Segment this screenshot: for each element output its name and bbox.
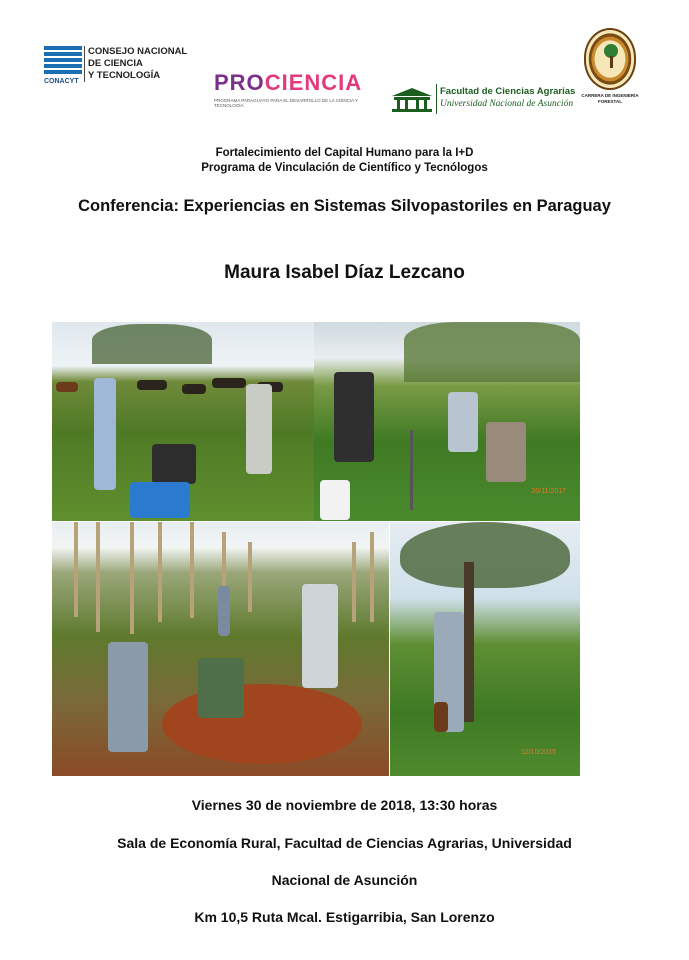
photo-cattle-field xyxy=(52,322,314,521)
event-date-time: Viernes 30 de noviembre de 2018, 13:30 horas xyxy=(191,797,498,813)
event-venue: Sala de Economía Rural, Facultad de Ciencias Agrarias, Universidad xyxy=(117,835,572,851)
facultad-logo xyxy=(390,84,576,118)
universidad-name: Universidad Nacional de Asunción xyxy=(440,99,574,109)
event-address: Km 10,5 Ruta Mcal. Estigarribia, San Lorenzo xyxy=(194,909,495,925)
photo-tree-measurement xyxy=(390,522,580,776)
speaker-name: Maura Isabel Díaz Lezcano xyxy=(224,262,465,283)
photo-date-stamp: 20/11/2017 xyxy=(531,488,566,495)
photo-forest-plantation xyxy=(52,522,389,776)
program-header: Fortalecimiento del Capital Humano para la I+D Programa de Vinculación de Científico y Tecnólogos xyxy=(201,147,488,174)
conacyt-name: CONSEJO NACIONAL DE CIENCIA Y TECNOLOGÍA xyxy=(84,46,187,82)
photo-date-stamp: 12/10/2015 xyxy=(520,749,556,756)
photo-pasture-sampling xyxy=(314,322,580,521)
building-icon xyxy=(390,86,434,112)
carrera-forestal-logo xyxy=(578,28,642,118)
conference-title: Conferencia: Experiencias en Sistemas Silvopastoriles en Paraguay xyxy=(78,197,611,215)
conacyt-mark-icon xyxy=(44,46,82,76)
event-venue-cont: Nacional de Asunción xyxy=(271,872,418,888)
carrera-caption: CARRERA DE INGENIERÍA FORESTAL xyxy=(581,93,639,104)
tree-ring-icon xyxy=(584,28,636,90)
prociencia-logo: PROCIENCIA PROGRAMA PARAGUAYO PARA EL DESARROLLO DE LA CIENCIA Y TECNOLOGÍA xyxy=(214,70,374,118)
facultad-name: Facultad de Ciencias Agrarias xyxy=(440,86,576,97)
conacyt-logo xyxy=(44,46,204,90)
conacyt-abbr: CONACYT xyxy=(44,78,79,85)
prociencia-tagline: PROGRAMA PARAGUAYO PARA EL DESARROLLO DE LA CIENCIA Y TECNOLOGÍA xyxy=(214,98,358,108)
